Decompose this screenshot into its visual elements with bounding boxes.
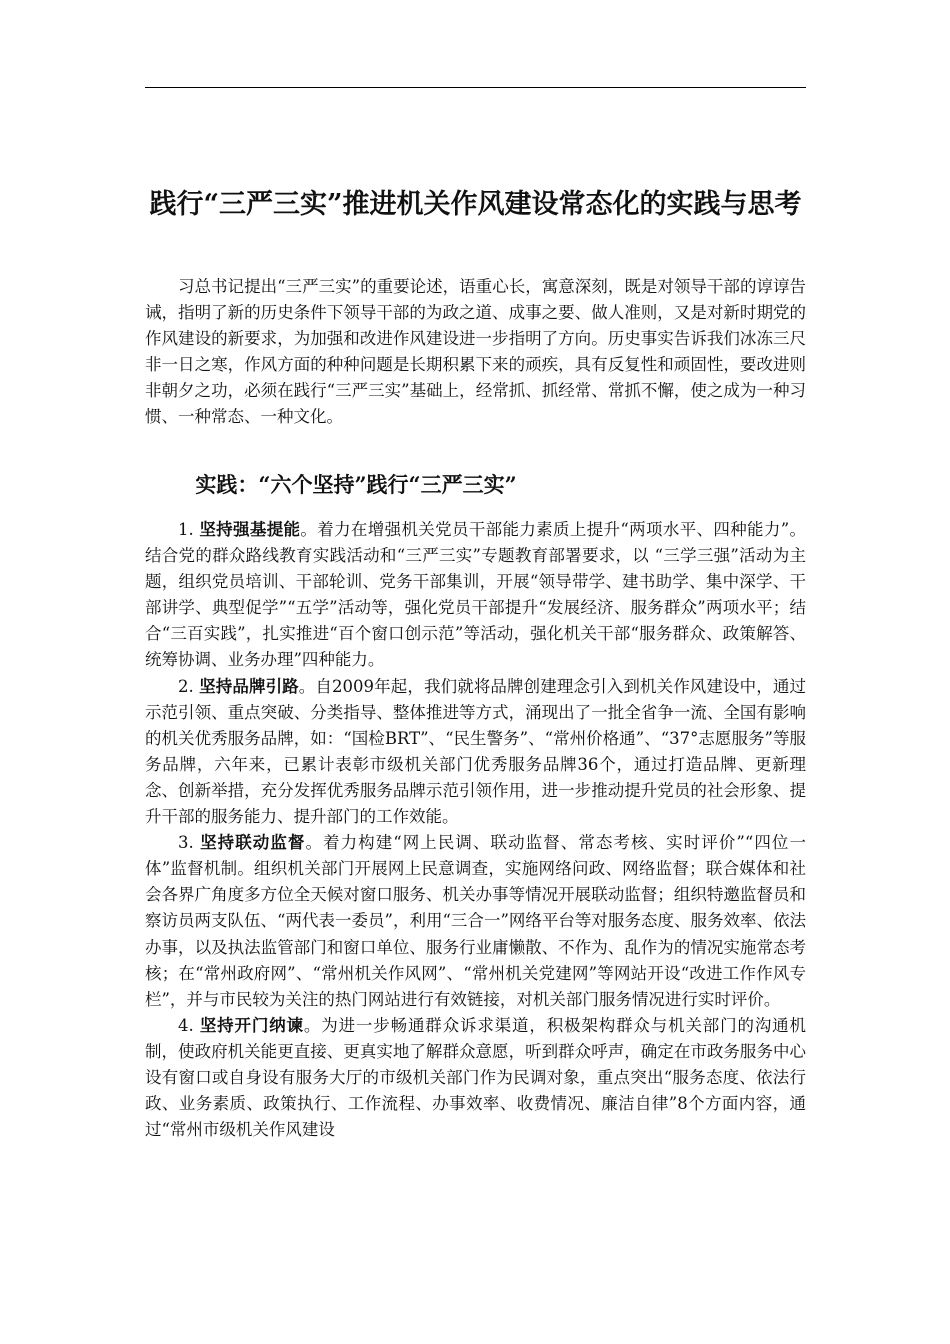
item-number: 2. [178,676,200,696]
document-title: 践行“三严三实”推进机关作风建设常态化的实践与思考 [149,189,802,220]
section-heading: 实践：“六个坚持”践行“三严三实” [195,472,517,497]
item-lead: 坚持联动监督 [200,833,306,853]
item-lead: 坚持品牌引路 [199,676,299,696]
list-item [145,674,806,831]
list-item [145,830,806,1013]
item-lead: 坚持强基提能 [199,520,301,539]
header-rule [145,87,806,88]
intro-paragraph: 习总书记提出“三严三实”的重要论述，语重心长，寓意深刻，既是对领导干部的谆谆告诫，指明了新的历史条件下领导干部的为政之道、成事之要、做人准则，又是对新时期党的作风建设的新要求，为加强和改进作风建设进一步指明了方向。历史事实告诉我们冰冻三尺非一日之寒，作风方面的种种问题是长期积累下来的顽疾，具有反复性和顽固性，要改进则非朝夕之功，必须在践行“三严三实”基础上，经常抓、抓经常、常抓不懈，使之成为一种习惯、一种常态、一种文化。 [145,277,806,427]
item-lead: 坚持开门纳谏 [199,1015,304,1035]
list-item [145,517,806,674]
practice-list [145,517,806,1143]
item-number: 4. [178,1015,200,1035]
item-text: 。自2009年起，我们就将品牌创建理念引入到机关作风建设中，通过示范引领、重点突破、分类指导、整体推进等方式，涌现出了一批全省争一流、全国有影响的机关优秀服务品牌，如：“国检BRT”、“民生警务”、“常州价格通”、“37°志愿服务”等服务品牌，六年来，已累计表彰市级机关部门优秀服务品牌36个，通过打造品牌、更新理念、创新举措，充分发挥优秀服务品牌示范引领作用，进一步推动提升党员的社会形象、提升干部的服务能力、提升部门的工作效能。 [145,676,806,827]
item-number: 3. [178,833,201,853]
list-item [145,1013,806,1143]
item-text: 。为进一步畅通群众诉求渠道，积极架构群众与机关部门的沟通机制，使政府机关能更直接、更真实地了解群众意愿，听到群众呼声，确定在市政务服务中心设有窗口或自身设有服务大厅的市级机关部门作为民调对象，重点突出“服务态度、依法行政、业务素质、政策执行、工作流程、办事效率、收费情况、廉洁自律”8个方面内容，通过“常州市级机关作风建设 [145,1015,807,1140]
item-text: 。着力在增强机关党员干部能力素质上提升“两项水平、四种能力”。结合党的群众路线教育实践活动和“三严三实”专题教育部署要求，以 “三学三强”活动为主题，组织党员培训、干部轮训、党务干部集训，开展“领导带学、建书助学、集中深学、干部讲学、典型促学”“五学”活动等，强化党员干部提升“发展经济、服务群众”两项水平；结合“三百实践”，扎实推进“百个窗口创示范”等活动，强化机关干部“服务群众、政策解答、统筹协调、业务办理”四种能力。 [145,520,807,670]
item-number: 1. [178,520,200,539]
item-text: 。着力构建“网上民调、联动监督、常态考核、实时评价”“四位一体”监督机制。组织机关部门开展网上民意调查，实施网络问政、网络监督；联合媒体和社会各界广角度多方位全天候对窗口服务、机关办事等情况开展联动监督；组织特邀监督员和察访员两支队伍、“两代表一委员”，利用“三合一”网络平台等对服务态度、服务效率、依法办事，以及执法监管部门和窗口单位、服务行业庸懒散、不作为、乱作为的情况实施常态考核；在“常州政府网”、“常州机关作风网”、“常州机关党建网”等网站开设“改进工作作风专栏”，并与市民较为关注的热门网站进行有效链接，对机关部门服务情况进行实时评价。 [145,833,806,1009]
